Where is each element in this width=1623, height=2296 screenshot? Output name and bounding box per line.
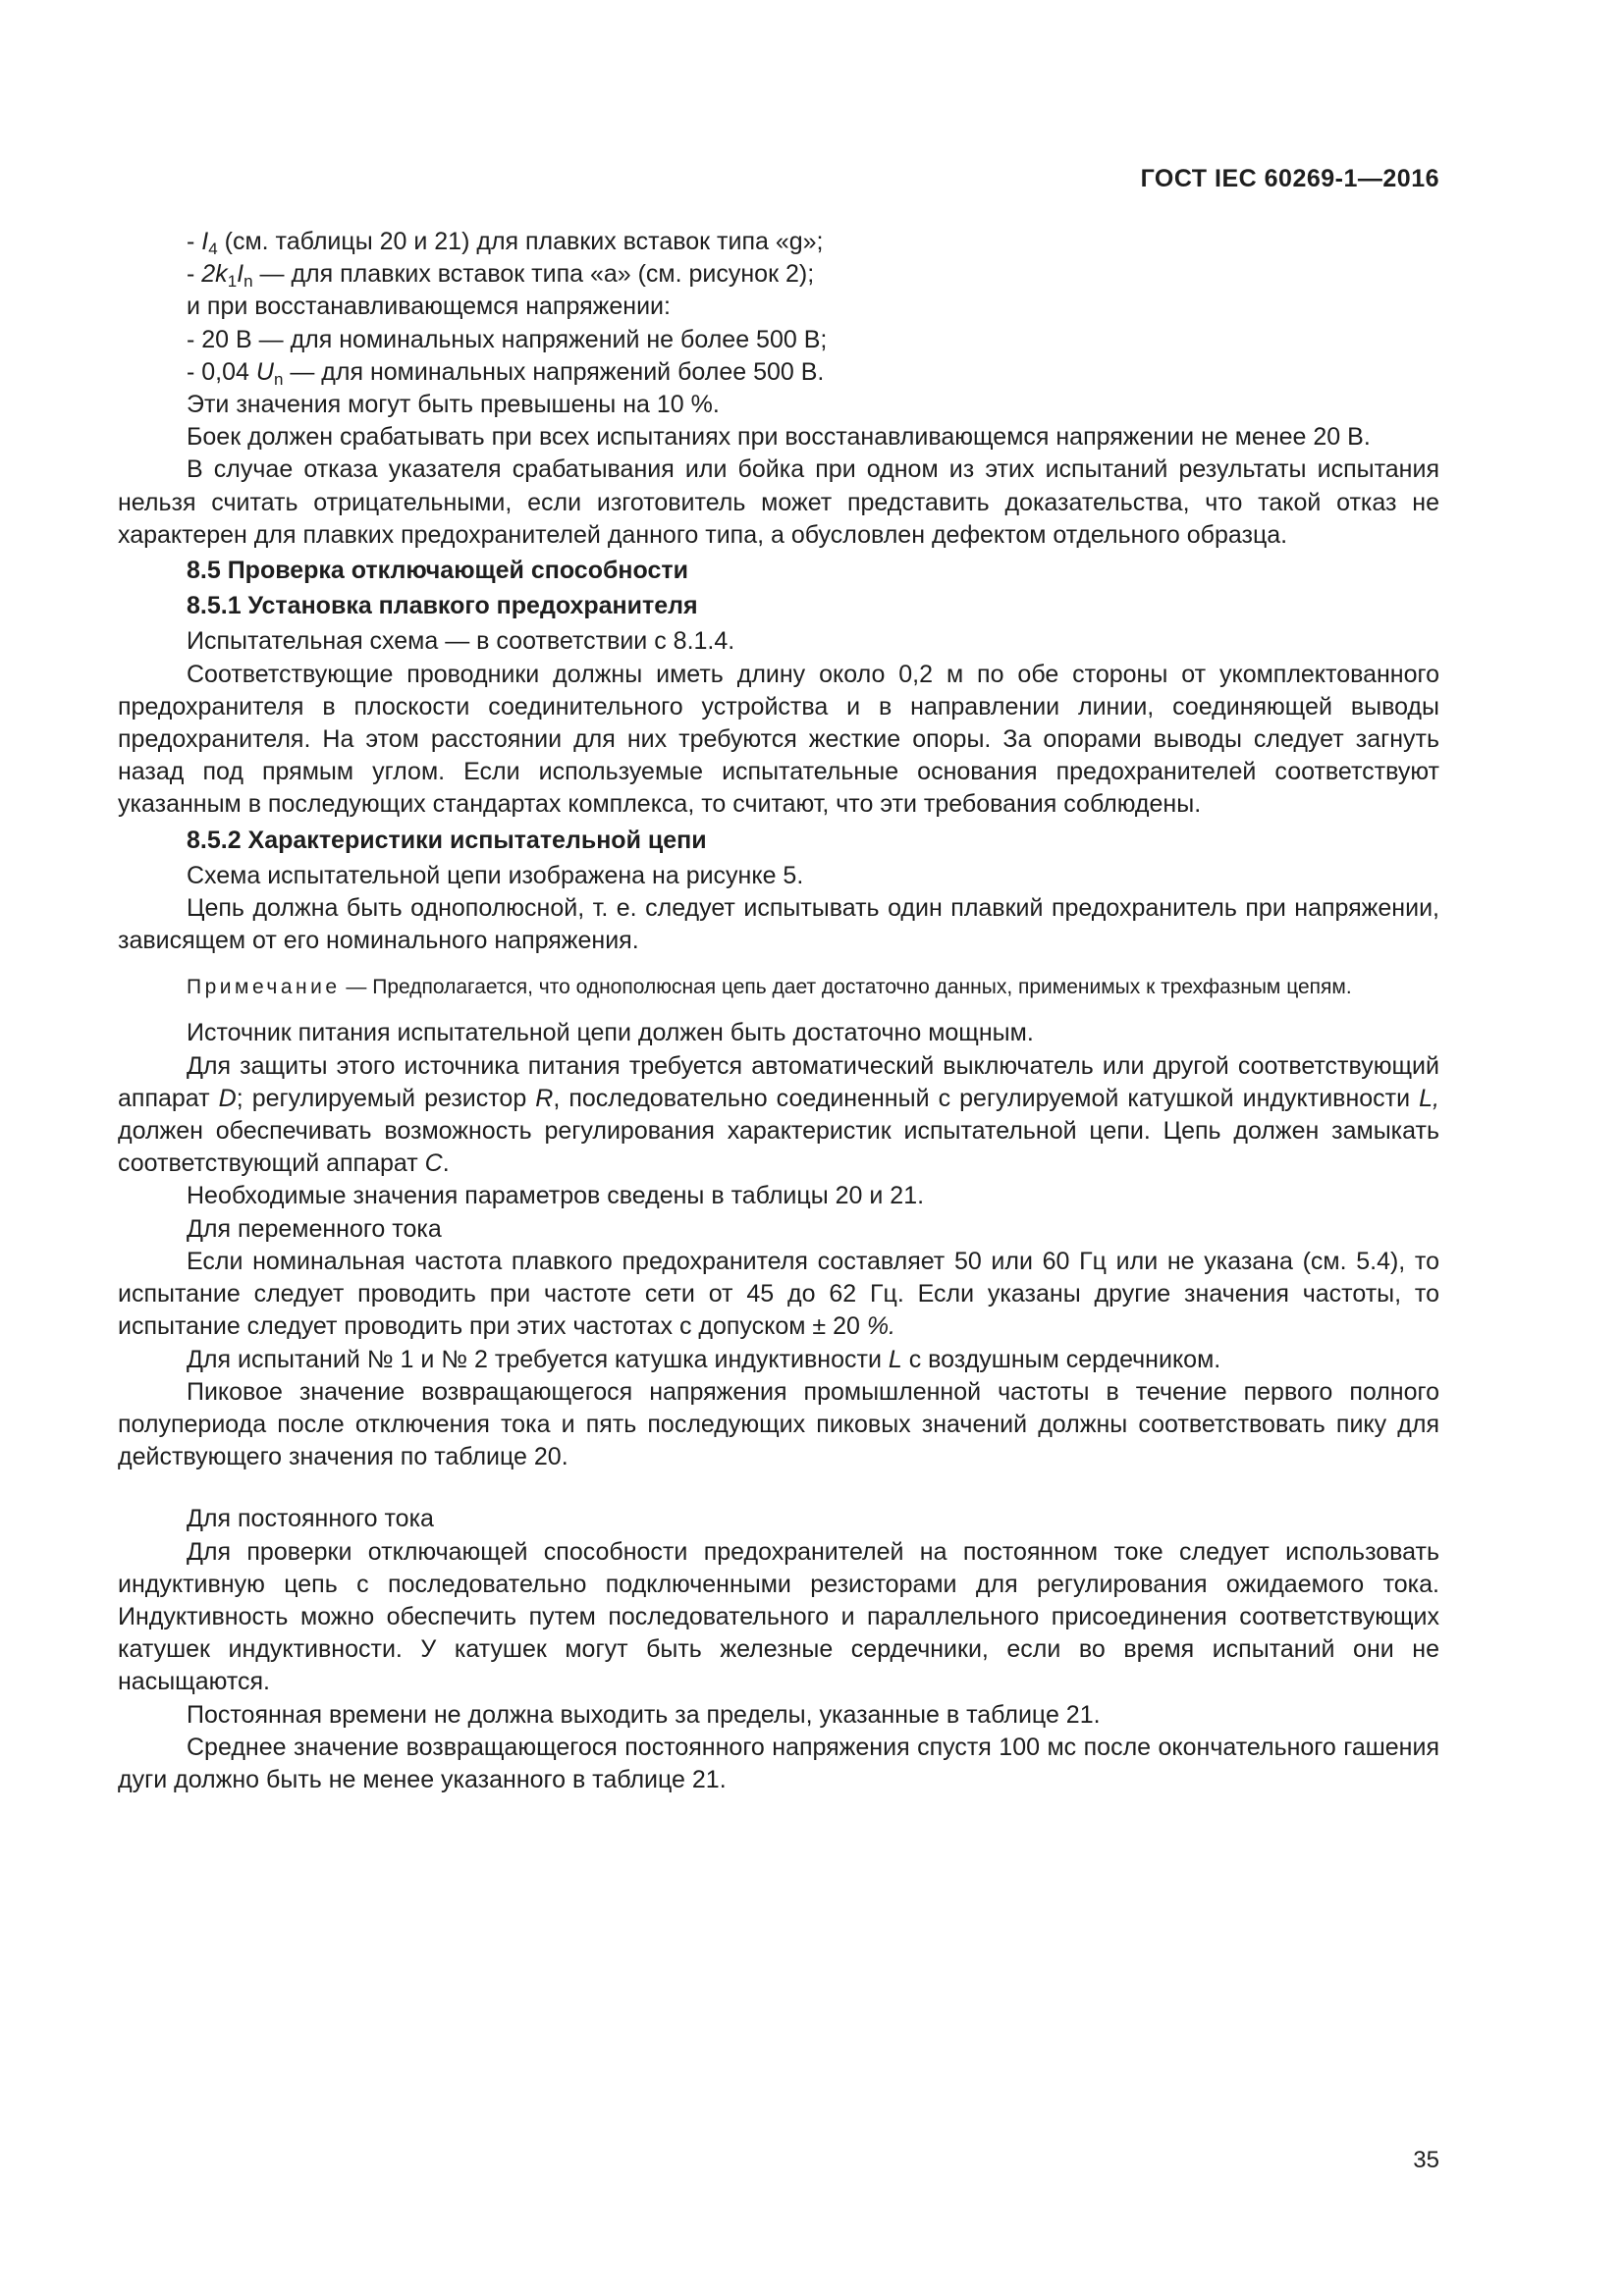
page-body [118,226,1439,1796]
paragraph-exceed: Эти значения могут быть превышены на 10 %. [187,391,720,419]
paragraph-tests-1-2: Для испытаний № 1 и № 2 требуется катушка индуктивности L с воздушным сердечником. [187,1345,1221,1373]
note [118,971,1439,1003]
list-item-i4: - $I_4$ (см. таблицы 20 и 21) для плавких вставок типа «g»; [187,228,824,258]
page-number: 35 [1413,2147,1439,2173]
paragraph-scheme: Испытательная схема — в соответствии с 8.1.4. [187,627,735,656]
list-item-20v: - 20 В — для номинальных напряжений не более 500 В; [187,325,828,353]
note-label: Примечание [187,976,341,999]
section-heading-8-5-1: 8.5.1 Установка плавкого предохранителя [187,592,698,620]
paragraph-source: Источник питания испытательной цепи должен быть достаточно мощным. [187,1019,1034,1047]
subheading-ac: Для переменного тока [187,1214,442,1243]
paragraph-time-constant: Постоянная времени не должна выходить за пределы, указанные в таблице 21. [187,1700,1101,1729]
paragraph-mean-voltage: Среднее значение возвращающегося постоянного напряжения спустя 100 мс после окончательного гашения дуги должно быть не менее указанного в таблице 21. [118,1733,1439,1793]
list-item-2k1in: - $2k_1I_n$ — для плавких вставок типа «a» (см. рисунок 2); [187,260,815,292]
recovery-intro: и при восстанавливающемся напряжении: [187,293,671,321]
paragraph-figure5: Схема испытательной цепи изображена на рисунке 5. [187,861,804,889]
paragraph-protection: Для защиты этого источника питания требуется автоматический выключатель или другой соответствующий аппарат D; регулируемый резистор R, последовательно соединенный с регулируемой катушкой индуктивности L, должен обеспечивать возможность регулирования характеристик испытательной цепи. Цепь должен замыкать соответствующий аппарат C. [118,1051,1439,1178]
paragraph-single-pole: Цепь должна быть однополюсной, т. е. следует испытывать один плавкий предохранитель при напряжении, зависящем от его номинального напряжения. [118,894,1439,955]
spacer [118,1473,1439,1503]
section-heading-8-5: 8.5 Проверка отключающей способности [187,557,688,585]
paragraph-peak: Пиковое значение возвращающегося напряжения промышленной частоты в течение первого полного полупериода после отключения тока и пять последующих пиковых значений должны соответствовать пику для действующего значения по таблице 20. [118,1377,1439,1471]
list-item-004un: - 0,04 $U_n$ — для номинальных напряжений более 500 В. [187,357,825,389]
paragraph-dc-check: Для проверки отключающей способности предохранителей на постоянном токе следует использовать индуктивную цепь с последовательно подключенными резисторами для регулирования ожидаемого тока. Индуктивность можно обеспечить путем последовательного и параллельного присоединения соответствующих катушек индуктивности. У катушек могут быть железные сердечники, если во время испытаний они не насыщаются. [118,1537,1439,1696]
paragraph-striker: Боек должен срабатывать при всех испытаниях при восстанавливающемся напряжении не менее 20 В. [187,423,1371,452]
subheading-dc: Для постоянного тока [187,1505,434,1533]
paragraph-conductors: Соответствующие проводники должны иметь длину около 0,2 м по обе стороны от укомплектованного предохранителя в плоскости соединительного устройства и в направлении линии, соединяющей выводы предохранителя. На этом расстоянии для них требуются жесткие опоры. За опорами выводы следует загнуть назад под прямым углом. Если используемые испытательные основания предохранителей соответствуют указанным в последующих стандартах комплекса, то считают, что эти требования соблюдены. [118,660,1439,819]
paragraph-frequency: Если номинальная частота плавкого предохранителя составляет 50 или 60 Гц или не указана (см. 5.4), то испытание следует проводить при частоте сети от 45 до 62 Гц. Если указаны другие значения частоты, то испытание следует проводить при этих частотах с допуском ± 20 %. [118,1247,1439,1341]
paragraph-failure: В случае отказа указателя срабатывания или бойка при одном из этих испытаний результаты испытания нельзя считать отрицательными, если изготовитель может представить доказательства, что такой отказ не характерен для плавких предохранителей данного типа, а обусловлен дефектом отдельного образца. [118,455,1439,549]
document-code-header: ГОСТ IEC 60269-1—2016 [1140,165,1439,192]
paragraph-params: Необходимые значения параметров сведены в таблицы 20 и 21. [187,1182,925,1210]
section-heading-8-5-2: 8.5.2 Характеристики испытательной цепи [187,826,707,854]
note-text: — Предполагается, что однополюсная цепь дает достаточно данных, применимых к трехфазным цепям. [340,976,1352,999]
